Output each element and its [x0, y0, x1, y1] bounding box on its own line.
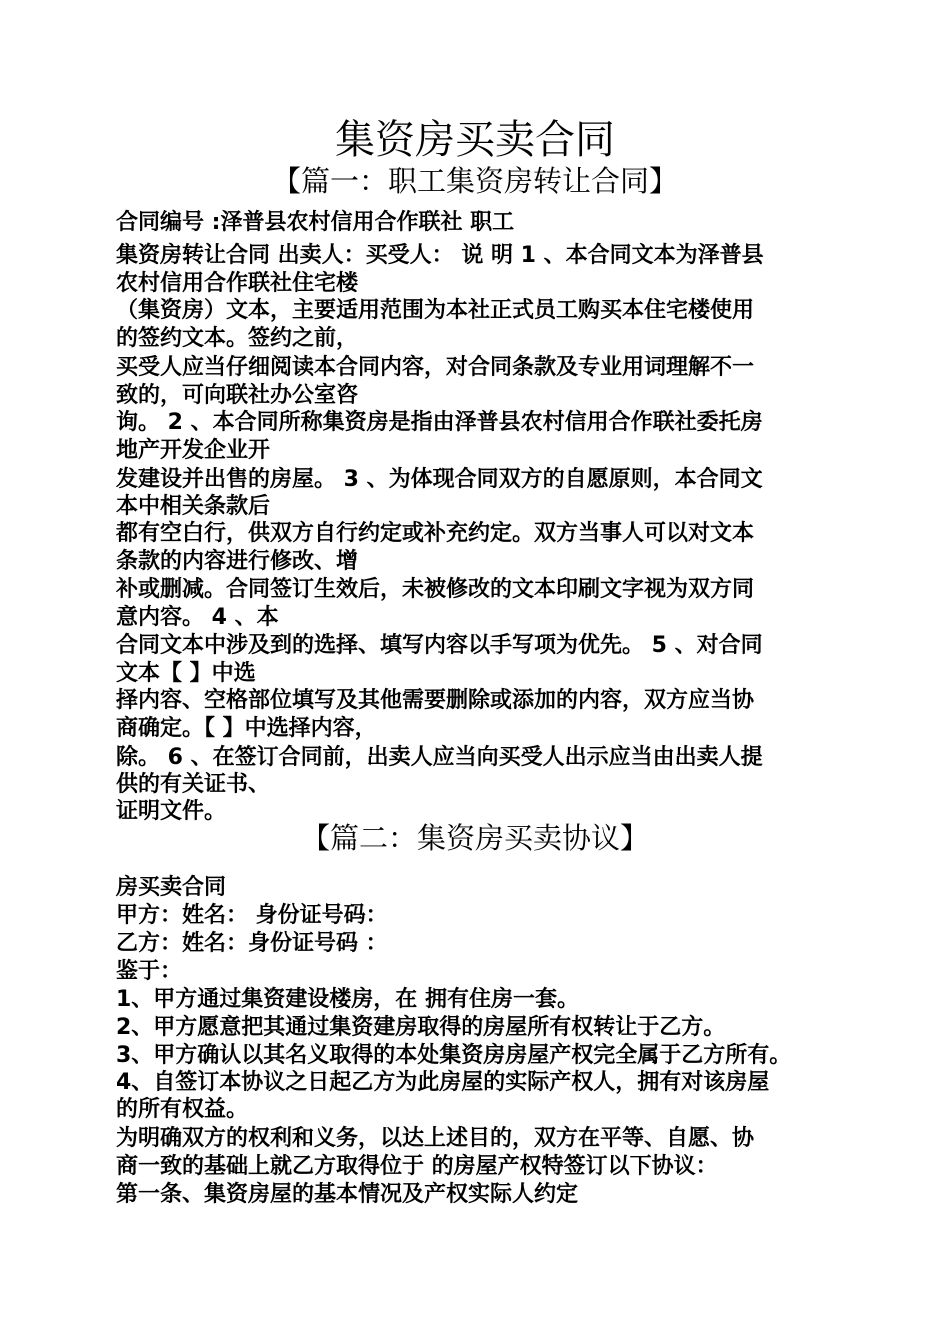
- text-line: 除。 6 、在签订合同前，出卖人应当向买受人出示应当由出卖人提: [116, 745, 763, 770]
- text-line: 房买卖合同: [116, 875, 227, 900]
- text-line: 甲方：姓名： 身份证号码：: [116, 903, 388, 928]
- text-line: 买受人应当仔细阅读本合同内容，对合同条款及专业用词理解不一: [116, 355, 755, 380]
- text-line: 合同文本中涉及到的选择、填写内容以手写项为优先。 5 、对合同: [116, 633, 763, 658]
- text-line: 为明确双方的权利和义务，以达上述目的，双方在平等、自愿、协: [116, 1126, 755, 1151]
- text-line: 3、甲方确认以其名义取得的本处集资房房屋产权完全属于乙方所有。: [116, 1043, 792, 1068]
- text-line: 的所有权益。: [116, 1097, 249, 1122]
- text-line: 本中相关条款后: [116, 494, 271, 519]
- text-line: （集资房）文本，主要适用范围为本社正式员工购买本住宅楼使用: [116, 298, 755, 323]
- text-line: 都有空白行，供双方自行约定或补充约定。双方当事人可以对文本: [116, 521, 755, 546]
- text-line: 2、甲方愿意把其通过集资建房取得的房屋所有权转让于乙方。: [116, 1015, 726, 1040]
- text-line: 择内容、空格部位填写及其他需要删除或添加的内容，双方应当协: [116, 688, 755, 713]
- text-line: 证明文件。: [116, 799, 227, 824]
- document-title: 集资房买卖合同: [335, 117, 615, 163]
- part2-heading: 【篇二：集资房买卖协议】: [300, 821, 649, 855]
- text-line: 意内容。 4 、本: [116, 605, 279, 630]
- text-line: 条款的内容进行修改、增: [116, 549, 359, 574]
- text-line: 商确定。【 】中选择内容，: [116, 716, 377, 741]
- text-line: 的签约文本。签约之前，: [116, 326, 359, 351]
- text-line: 地产开发企业开: [116, 438, 271, 463]
- text-line: 致的，可向联社办公室咨: [116, 383, 359, 408]
- text-line: 农村信用合作联社住宅楼: [116, 271, 359, 296]
- text-line: 4、自签订本协议之日起乙方为此房屋的实际产权人，拥有对该房屋: [116, 1070, 770, 1095]
- text-line: 1、甲方通过集资建设楼房，在 拥有住房一套。: [116, 987, 579, 1012]
- text-line: 集资房转让合同 出卖人：买受人： 说 明 1 、本合同文本为泽普县: [116, 243, 764, 268]
- text-line: 鉴于：: [116, 959, 183, 984]
- text-line: 补或删减。合同签订生效后，未被修改的文本印刷文字视为双方同: [116, 577, 755, 602]
- text-line: 发建设并出售的房屋。 3 、为体现合同双方的自愿原则，本合同文: [116, 467, 763, 492]
- part1-heading: 【篇一：职工集资房转让合同】: [271, 164, 678, 198]
- text-line: 合同编号 :泽普县农村信用合作联社 职工: [116, 210, 515, 235]
- text-line: 供的有关证书、: [116, 772, 271, 797]
- text-line: 乙方：姓名：身份证号码 ：: [116, 931, 388, 956]
- text-line: 商一致的基础上就乙方取得位于 的房屋产权特签订以下协议：: [116, 1154, 718, 1179]
- text-line: 询。 2 、本合同所称集资房是指由泽普县农村信用合作联社委托房: [116, 410, 763, 435]
- text-line: 文本【 】中选: [116, 661, 256, 686]
- text-line: 第一条、集资房屋的基本情况及产权实际人约定: [116, 1182, 579, 1207]
